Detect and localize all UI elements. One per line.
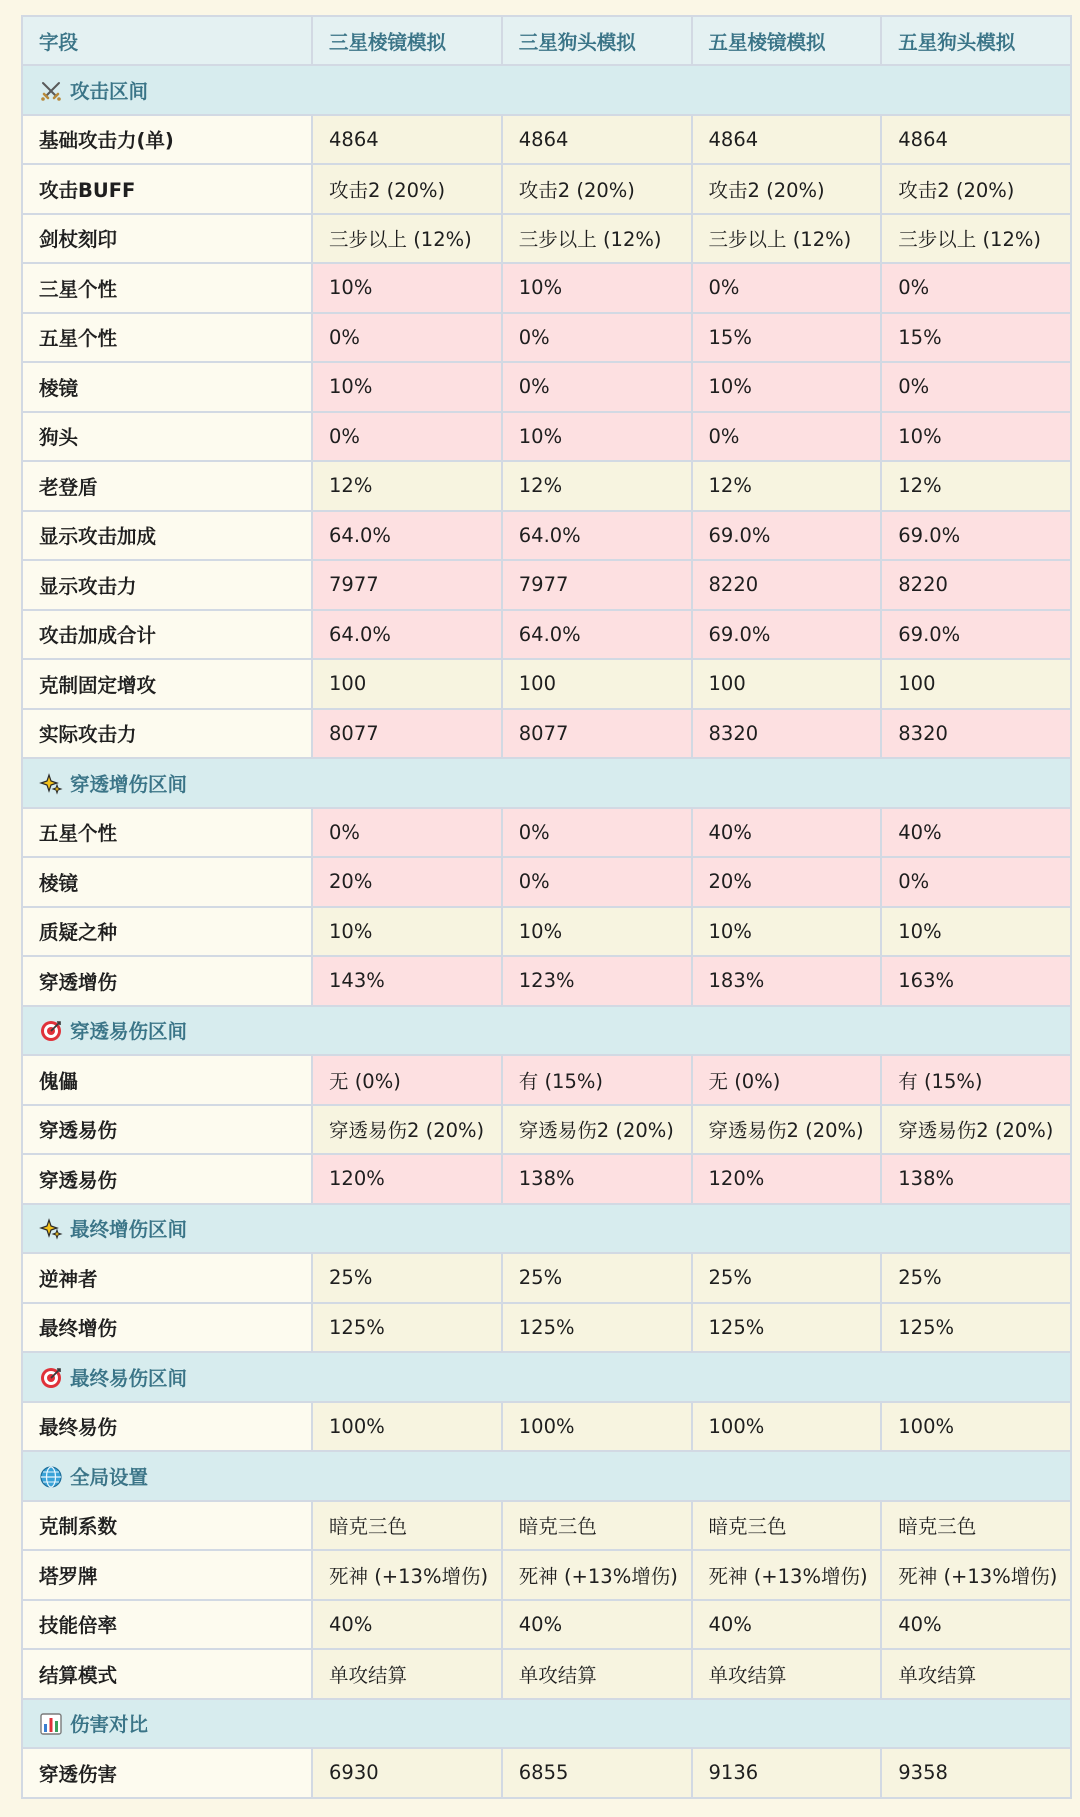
value-cell: 125% <box>312 1303 502 1353</box>
value-cell: 69.0% <box>692 610 882 660</box>
value-cell: 4864 <box>312 115 502 165</box>
value-cell: 0% <box>312 313 502 363</box>
section-header-row <box>22 65 1071 115</box>
value-cell: 穿透易伤2 (20%) <box>881 1105 1071 1155</box>
section-title-cell <box>22 65 1071 115</box>
value-cell: 7977 <box>502 560 692 610</box>
value-cell: 20% <box>312 857 502 907</box>
field-name-cell: 五星个性 <box>22 808 312 858</box>
value-cell: 4864 <box>502 115 692 165</box>
value-cell: 12% <box>692 461 882 511</box>
column-header: 三星棱镜模拟 <box>312 16 502 65</box>
field-name-cell: 剑杖刻印 <box>22 214 312 264</box>
value-cell: 8220 <box>692 560 882 610</box>
value-cell: 10% <box>502 907 692 957</box>
value-cell: 20% <box>692 857 882 907</box>
section-title-cell <box>22 1204 1071 1254</box>
value-cell: 有 (15%) <box>502 1055 692 1105</box>
crossed-swords-icon <box>39 79 63 103</box>
section-title-cell <box>22 758 1071 808</box>
value-cell: 0% <box>881 263 1071 313</box>
value-cell: 0% <box>881 362 1071 412</box>
column-header: 三星狗头模拟 <box>502 16 692 65</box>
field-name-cell: 基础攻击力(单) <box>22 115 312 165</box>
value-cell: 0% <box>692 412 882 462</box>
value-cell: 183% <box>692 956 882 1006</box>
table-row <box>22 1550 1071 1600</box>
value-cell: 6855 <box>502 1748 692 1798</box>
value-cell: 攻击2 (20%) <box>312 164 502 214</box>
value-cell: 穿透易伤2 (20%) <box>692 1105 882 1155</box>
table-row <box>22 709 1071 759</box>
value-cell: 三步以上 (12%) <box>502 214 692 264</box>
value-cell: 死神 (+13%增伤) <box>881 1550 1071 1600</box>
table-row <box>22 164 1071 214</box>
section-title-cell <box>22 1451 1071 1501</box>
section-title: 攻击区间 <box>70 79 149 103</box>
value-cell: 100% <box>312 1402 502 1452</box>
value-cell: 10% <box>502 263 692 313</box>
column-header: 五星棱镜模拟 <box>692 16 882 65</box>
section-title: 伤害对比 <box>70 1713 149 1737</box>
value-cell: 暗克三色 <box>692 1501 882 1551</box>
value-cell: 无 (0%) <box>312 1055 502 1105</box>
table-row <box>22 1055 1071 1105</box>
table-row <box>22 610 1071 660</box>
value-cell: 120% <box>312 1154 502 1204</box>
section-title: 最终易伤区间 <box>70 1366 188 1390</box>
value-cell: 0% <box>312 808 502 858</box>
value-cell: 有 (15%) <box>881 1055 1071 1105</box>
value-cell: 123% <box>502 956 692 1006</box>
value-cell: 7977 <box>312 560 502 610</box>
value-cell: 138% <box>881 1154 1071 1204</box>
value-cell: 8077 <box>502 709 692 759</box>
column-header: 五星狗头模拟 <box>881 16 1071 65</box>
value-cell: 攻击2 (20%) <box>881 164 1071 214</box>
value-cell: 单攻结算 <box>692 1649 882 1699</box>
value-cell: 25% <box>312 1253 502 1303</box>
value-cell: 单攻结算 <box>312 1649 502 1699</box>
value-cell: 69.0% <box>881 511 1071 561</box>
field-name-cell: 攻击BUFF <box>22 164 312 214</box>
value-cell: 100 <box>881 659 1071 709</box>
value-cell: 12% <box>881 461 1071 511</box>
field-name-cell: 最终增伤 <box>22 1303 312 1353</box>
table-row <box>22 1154 1071 1204</box>
section-header-row <box>22 758 1071 808</box>
table-row <box>22 1649 1071 1699</box>
section-header-row <box>22 1352 1071 1402</box>
target-icon <box>39 1019 63 1043</box>
value-cell: 0% <box>502 362 692 412</box>
value-cell: 8220 <box>881 560 1071 610</box>
bar-chart-icon <box>39 1712 63 1736</box>
value-cell: 8077 <box>312 709 502 759</box>
table-row <box>22 907 1071 957</box>
table-row <box>22 808 1071 858</box>
value-cell: 攻击2 (20%) <box>692 164 882 214</box>
table-row <box>22 313 1071 363</box>
table-row <box>22 1501 1071 1551</box>
value-cell: 0% <box>692 263 882 313</box>
value-cell: 40% <box>502 1600 692 1650</box>
table-row <box>22 412 1071 462</box>
value-cell: 64.0% <box>502 610 692 660</box>
value-cell: 0% <box>312 412 502 462</box>
value-cell: 10% <box>312 907 502 957</box>
value-cell: 69.0% <box>881 610 1071 660</box>
field-name-cell: 克制固定增攻 <box>22 659 312 709</box>
value-cell: 64.0% <box>502 511 692 561</box>
value-cell: 三步以上 (12%) <box>312 214 502 264</box>
value-cell: 穿透易伤2 (20%) <box>312 1105 502 1155</box>
page-frame <box>6 0 1080 1817</box>
value-cell: 死神 (+13%增伤) <box>312 1550 502 1600</box>
table-row <box>22 1748 1071 1798</box>
table-row <box>22 214 1071 264</box>
value-cell: 死神 (+13%增伤) <box>692 1550 882 1600</box>
value-cell: 25% <box>692 1253 882 1303</box>
section-header-row <box>22 1699 1071 1749</box>
section-title-cell <box>22 1699 1071 1749</box>
field-name-cell: 结算模式 <box>22 1649 312 1699</box>
section-title-cell <box>22 1352 1071 1402</box>
value-cell: 穿透易伤2 (20%) <box>502 1105 692 1155</box>
value-cell: 8320 <box>692 709 882 759</box>
value-cell: 单攻结算 <box>502 1649 692 1699</box>
section-title: 穿透增伤区间 <box>70 772 188 796</box>
table-row <box>22 659 1071 709</box>
value-cell: 10% <box>692 907 882 957</box>
field-name-cell: 三星个性 <box>22 263 312 313</box>
value-cell: 暗克三色 <box>502 1501 692 1551</box>
value-cell: 三步以上 (12%) <box>692 214 882 264</box>
table-row <box>22 1402 1071 1452</box>
globe-icon <box>39 1465 63 1489</box>
field-name-cell: 技能倍率 <box>22 1600 312 1650</box>
value-cell: 10% <box>692 362 882 412</box>
value-cell: 0% <box>502 808 692 858</box>
value-cell: 12% <box>312 461 502 511</box>
field-name-cell: 穿透易伤 <box>22 1154 312 1204</box>
section-header-row <box>22 1006 1071 1056</box>
field-name-cell: 逆神者 <box>22 1253 312 1303</box>
value-cell: 40% <box>692 1600 882 1650</box>
field-name-cell: 老登盾 <box>22 461 312 511</box>
value-cell: 0% <box>502 313 692 363</box>
value-cell: 暗克三色 <box>312 1501 502 1551</box>
value-cell: 138% <box>502 1154 692 1204</box>
value-cell: 0% <box>502 857 692 907</box>
value-cell: 100% <box>881 1402 1071 1452</box>
table-row <box>22 1600 1071 1650</box>
table-row <box>22 1303 1071 1353</box>
value-cell: 15% <box>881 313 1071 363</box>
value-cell: 9358 <box>881 1748 1071 1798</box>
section-title: 穿透易伤区间 <box>70 1020 188 1044</box>
value-cell: 9136 <box>692 1748 882 1798</box>
sparkle-icon <box>39 1217 63 1241</box>
value-cell: 暗克三色 <box>881 1501 1071 1551</box>
value-cell: 143% <box>312 956 502 1006</box>
field-name-cell: 显示攻击力 <box>22 560 312 610</box>
field-name-cell: 棱镜 <box>22 857 312 907</box>
field-name-cell: 显示攻击加成 <box>22 511 312 561</box>
value-cell: 攻击2 (20%) <box>502 164 692 214</box>
value-cell: 100% <box>502 1402 692 1452</box>
value-cell: 4864 <box>692 115 882 165</box>
field-name-cell: 最终易伤 <box>22 1402 312 1452</box>
table-row <box>22 362 1071 412</box>
table-row <box>22 1105 1071 1155</box>
table-row <box>22 956 1071 1006</box>
field-name-cell: 五星个性 <box>22 313 312 363</box>
table-row <box>22 560 1071 610</box>
section-title: 全局设置 <box>70 1465 149 1489</box>
field-name-cell: 狗头 <box>22 412 312 462</box>
table-header-row <box>22 16 1071 65</box>
section-title: 最终增伤区间 <box>70 1218 188 1242</box>
target-icon <box>39 1366 63 1390</box>
value-cell: 120% <box>692 1154 882 1204</box>
value-cell: 100 <box>692 659 882 709</box>
value-cell: 0% <box>881 857 1071 907</box>
section-header-row <box>22 1204 1071 1254</box>
value-cell: 64.0% <box>312 511 502 561</box>
table-row <box>22 263 1071 313</box>
value-cell: 10% <box>312 263 502 313</box>
value-cell: 125% <box>692 1303 882 1353</box>
value-cell: 40% <box>881 808 1071 858</box>
value-cell: 三步以上 (12%) <box>881 214 1071 264</box>
table-body <box>22 16 1071 1798</box>
value-cell: 死神 (+13%增伤) <box>502 1550 692 1600</box>
value-cell: 25% <box>881 1253 1071 1303</box>
field-name-cell: 克制系数 <box>22 1501 312 1551</box>
value-cell: 64.0% <box>312 610 502 660</box>
table-row <box>22 1253 1071 1303</box>
section-header-row <box>22 1451 1071 1501</box>
value-cell: 10% <box>881 412 1071 462</box>
value-cell: 10% <box>312 362 502 412</box>
field-name-cell: 棱镜 <box>22 362 312 412</box>
value-cell: 40% <box>312 1600 502 1650</box>
value-cell: 100% <box>692 1402 882 1452</box>
value-cell: 单攻结算 <box>881 1649 1071 1699</box>
value-cell: 4864 <box>881 115 1071 165</box>
value-cell: 15% <box>692 313 882 363</box>
table-row <box>22 461 1071 511</box>
value-cell: 100 <box>312 659 502 709</box>
value-cell: 100 <box>502 659 692 709</box>
value-cell: 无 (0%) <box>692 1055 882 1105</box>
field-name-cell: 傀儡 <box>22 1055 312 1105</box>
sparkle-icon <box>39 772 63 796</box>
value-cell: 10% <box>881 907 1071 957</box>
value-cell: 125% <box>502 1303 692 1353</box>
value-cell: 163% <box>881 956 1071 1006</box>
value-cell: 8320 <box>881 709 1071 759</box>
value-cell: 40% <box>692 808 882 858</box>
field-name-cell: 塔罗牌 <box>22 1550 312 1600</box>
field-name-cell: 实际攻击力 <box>22 709 312 759</box>
field-name-cell: 穿透增伤 <box>22 956 312 1006</box>
column-header: 字段 <box>22 16 312 65</box>
table-row <box>22 857 1071 907</box>
table-row <box>22 511 1071 561</box>
field-name-cell: 穿透易伤 <box>22 1105 312 1155</box>
value-cell: 40% <box>881 1600 1071 1650</box>
value-cell: 10% <box>502 412 692 462</box>
field-name-cell: 攻击加成合计 <box>22 610 312 660</box>
value-cell: 12% <box>502 461 692 511</box>
field-name-cell: 穿透伤害 <box>22 1748 312 1798</box>
field-name-cell: 质疑之种 <box>22 907 312 957</box>
value-cell: 25% <box>502 1253 692 1303</box>
value-cell: 6930 <box>312 1748 502 1798</box>
value-cell: 69.0% <box>692 511 882 561</box>
table-row <box>22 115 1071 165</box>
value-cell: 125% <box>881 1303 1071 1353</box>
section-title-cell <box>22 1006 1071 1056</box>
simulation-table <box>21 15 1072 1799</box>
